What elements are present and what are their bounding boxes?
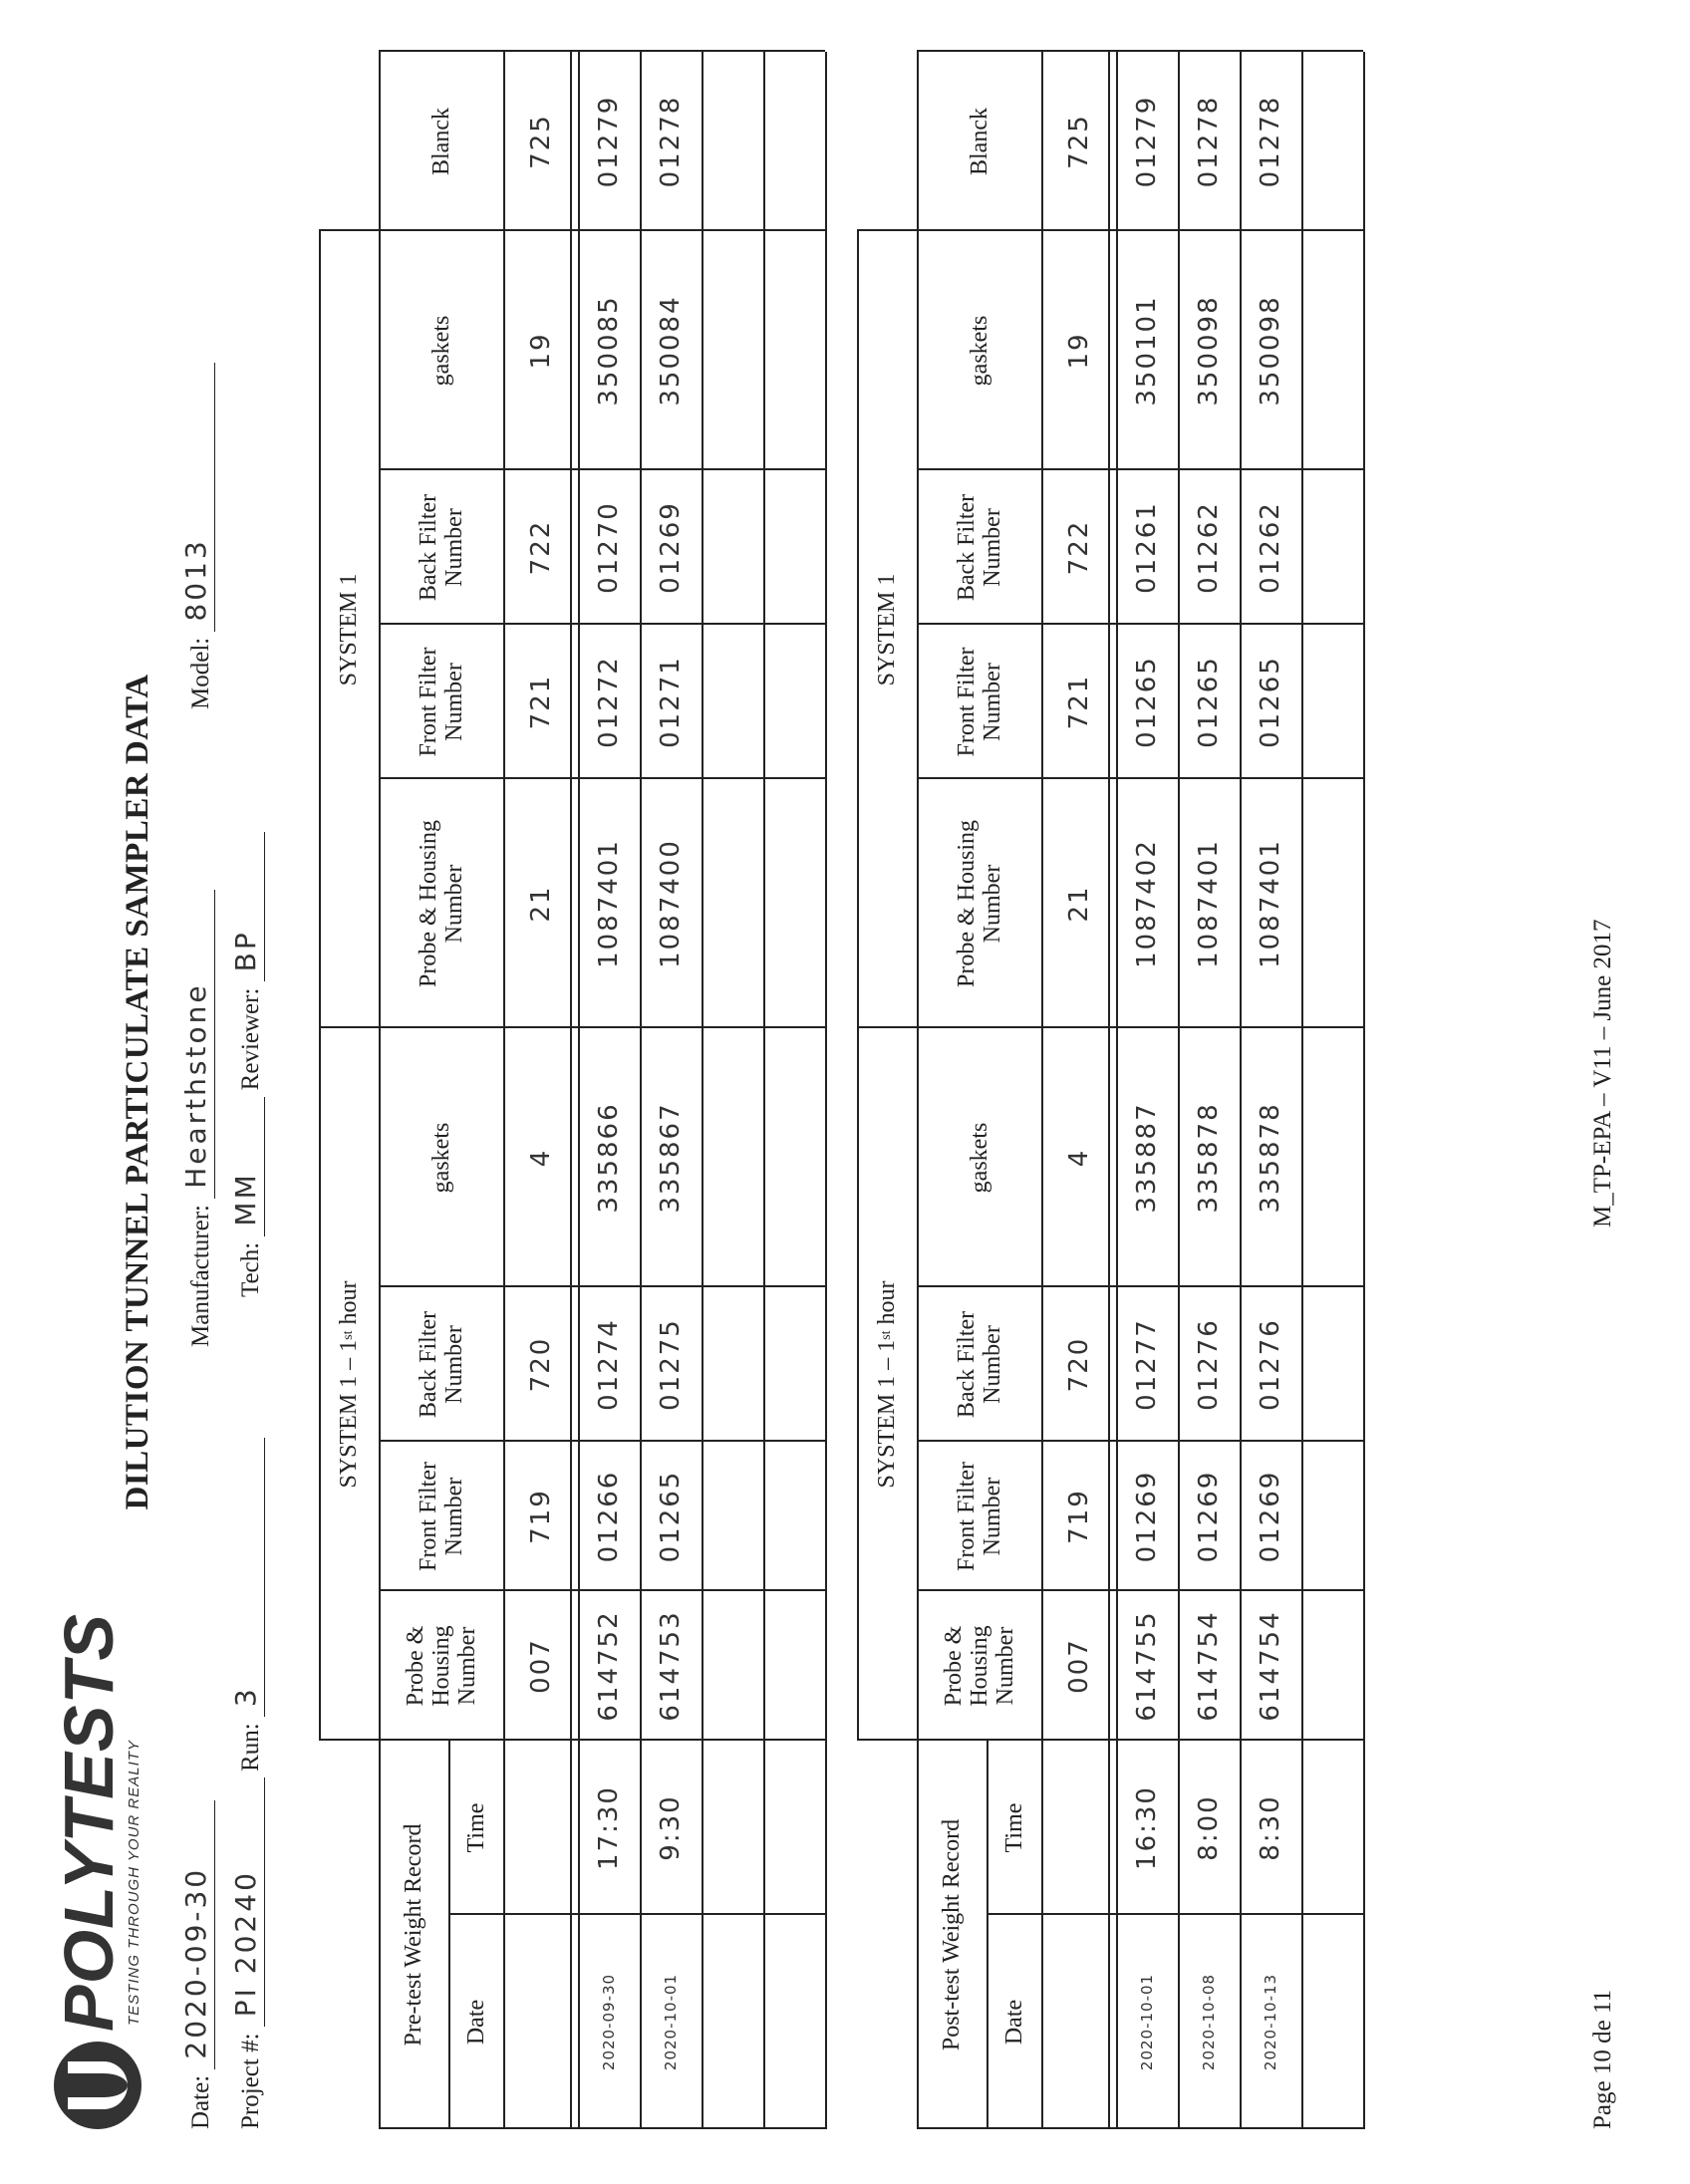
data-cell: 2020-10-08 [1200,1973,1218,2071]
project-label: Project #: [237,2033,264,2129]
group-line [319,229,379,231]
component-id: 19 [1063,332,1094,370]
column-line [917,1739,1363,1741]
page-number: Page 10 de 11 [1589,1989,1616,2129]
data-cell: 1087402 [1132,839,1162,968]
column-header: gaskets [427,315,454,387]
data-cell: 01276 [1194,1318,1224,1411]
data-cell [1301,231,1363,470]
data-cell: 1087401 [1256,839,1285,968]
data-cell [763,779,825,1028]
data-cell [1301,52,1363,231]
data-cell [702,1591,763,1741]
data-cell: 01279 [594,95,624,188]
data-cell [702,1287,763,1442]
column-header: Front Filter Number [953,647,1005,757]
component-id: 720 [525,1336,556,1393]
row-line [1178,52,1180,2129]
row-line [570,52,572,2129]
row-line [1301,52,1303,2129]
reviewer-value: BP [229,930,262,972]
column-header: Time [1000,1802,1027,1853]
data-cell: 350084 [656,295,686,407]
data-cell [1301,1442,1363,1591]
data-cell: 01274 [594,1318,624,1411]
data-cell [1301,1915,1363,2129]
data-cell [763,1915,825,2129]
row-line [448,1741,450,2129]
data-cell: 614755 [1132,1610,1162,1722]
column-line [379,1739,825,1741]
column-header: Date [1000,1999,1027,2046]
data-cell: 1087401 [594,839,624,968]
column-line [379,229,825,231]
system1-group-header: SYSTEM 1 [336,573,362,686]
data-cell: 01262 [1256,501,1285,594]
data-cell: 350085 [594,295,624,407]
data-cell [763,1442,825,1591]
date-label: Date: [187,2074,214,2129]
row-line [1363,52,1365,2129]
data-cell [763,470,825,625]
column-header: Probe & Housing Number [415,820,467,987]
data-cell: 01278 [656,95,686,188]
row-line [1108,52,1110,2129]
data-cell: 01272 [594,656,624,748]
data-cell [1301,1028,1363,1287]
group-header-superscript: st [341,1330,356,1340]
column-line [917,1440,1363,1442]
data-cell: 01265 [1194,656,1224,748]
column-line [917,1026,1363,1028]
data-cell [763,231,825,470]
logo-tagline: TESTING THROUGH YOUR REALITY [126,1740,142,2026]
data-cell: 8:00 [1194,1794,1224,1861]
row-line [503,52,505,2129]
group-line [857,231,859,1741]
data-cell [702,1028,763,1287]
component-id: 007 [525,1638,556,1694]
column-header: gaskets [966,315,992,387]
data-cell: 01270 [594,501,624,594]
component-id: 719 [525,1489,556,1544]
data-cell: 01275 [656,1318,686,1411]
component-id [503,1915,578,2129]
group-line [857,229,917,231]
column-header: Front Filter Number [415,647,467,757]
column-header: Blanck [966,108,992,175]
data-cell: 2020-09-30 [600,1973,618,2071]
component-id: 721 [525,674,556,730]
column-header: Front Filter Number [953,1462,1005,1572]
row-line [578,52,580,2129]
column-header: Back Filter Number [415,1310,467,1419]
data-cell: 01269 [656,501,686,594]
component-id: 725 [525,114,556,169]
data-cell: 335867 [656,1102,686,1214]
column-header: Front Filter Number [415,1462,467,1572]
data-cell: 17:30 [594,1785,624,1870]
data-cell [702,779,763,1028]
record-label: Pre-test Weight Record [401,1823,426,2047]
component-id [1041,1741,1116,1915]
data-cell [763,1287,825,1442]
group-header-label: SYSTEM 1 – 1 [874,1339,900,1489]
row-line [986,1741,988,2129]
logo-name: POLYTESTS [50,1613,128,2032]
data-cell [702,470,763,625]
column-line [917,777,1363,779]
column-line [379,1440,825,1442]
column-line [379,2127,825,2129]
group-line [857,1026,917,1028]
data-cell: 01277 [1132,1318,1162,1411]
group-line [319,1026,379,1028]
column-header: Time [462,1802,489,1853]
data-cell: 8:30 [1256,1794,1285,1861]
column-header: Blanck [427,108,454,175]
data-cell: 01276 [1256,1318,1285,1411]
column-line [379,1285,825,1287]
column-line [917,50,1363,52]
column-header: Date [462,1999,489,2046]
project-value: PI 20240 [229,1870,262,2018]
column-header: gaskets [966,1122,992,1194]
data-cell: 16:30 [1132,1785,1162,1870]
column-header: Probe & Housing Number [940,1625,1018,1707]
component-id: 4 [1063,1148,1094,1168]
column-line [917,1589,1363,1591]
data-cell: 01265 [1132,656,1162,748]
data-cell: 350101 [1132,295,1162,407]
column-line [379,1589,825,1591]
column-line [917,1285,1363,1287]
data-cell [702,52,763,231]
group-line [857,1739,917,1741]
data-cell [1301,625,1363,779]
column-header: Back Filter Number [415,493,467,602]
model-label: Model: [187,637,214,709]
data-cell: 01271 [656,656,686,748]
row-line [1240,52,1242,2129]
data-cell [763,625,825,779]
reviewer-label: Reviewer: [237,987,264,1091]
manufacturer-value: Hearthstone [179,982,212,1189]
column-line [917,468,1363,470]
column-line [379,623,825,625]
group-header-suffix: hour [874,1280,900,1331]
column-header: Probe & Housing Number [402,1625,480,1707]
component-id: 19 [525,332,556,370]
data-cell [702,231,763,470]
data-cell: 335878 [1256,1102,1285,1214]
run-label: Run: [237,1723,264,1772]
column-header: Probe & Housing Number [953,820,1005,987]
data-cell [1301,1741,1363,1915]
row-line [825,52,827,2129]
column-line [379,468,825,470]
data-cell: 350098 [1194,295,1224,407]
column-line [917,623,1363,625]
data-cell: 01269 [1194,1470,1224,1563]
data-cell [1301,1591,1363,1741]
system1-group-header: SYSTEM 1 [874,573,900,686]
data-cell [1301,470,1363,625]
data-cell: 01278 [1256,95,1285,188]
data-cell: 01278 [1194,95,1224,188]
row-line [1116,52,1118,2129]
component-id: 721 [1063,674,1094,730]
component-id [1041,1915,1116,2129]
row-line [640,52,642,2129]
component-id: 719 [1063,1489,1094,1544]
run-value: 3 [229,1686,262,1708]
column-header: Back Filter Number [953,493,1005,602]
data-cell: 01265 [656,1470,686,1563]
document-id: M_TP-EPA – V11 – June 2017 [1589,919,1616,1228]
row-line [379,52,381,2129]
data-cell: 01265 [1256,656,1285,748]
data-cell: 01266 [594,1470,624,1563]
data-cell: 2020-10-01 [1138,1973,1156,2071]
date-value: 2020-09-30 [179,1866,212,2059]
data-cell: 350098 [1256,295,1285,407]
component-id: 21 [525,885,556,923]
component-id: 722 [525,519,556,576]
component-id: 725 [1063,114,1094,169]
column-line [379,777,825,779]
group-header-suffix: hour [336,1280,362,1331]
data-cell: 614752 [594,1610,624,1722]
data-cell: 335866 [594,1102,624,1214]
data-cell [1301,1287,1363,1442]
data-cell [763,1741,825,1915]
component-id: 722 [1063,519,1094,576]
record-label: Post-test Weight Record [939,1818,965,2051]
row-line [702,52,704,2129]
data-cell [763,52,825,231]
data-cell: 335878 [1194,1102,1224,1214]
data-cell: 01269 [1256,1470,1285,1563]
component-id: 007 [1063,1638,1094,1694]
form-title: DILUTION TUNNEL PARTICULATE SAMPLER DATA [120,674,155,1510]
column-line [917,229,1363,231]
data-cell [702,1915,763,2129]
tech-value: MM [229,1172,262,1227]
group-header-label: SYSTEM 1 – 1 [336,1339,362,1489]
data-cell: 335887 [1132,1102,1162,1214]
column-line [379,50,825,52]
data-cell: 2020-10-01 [662,1973,680,2071]
model-value: 8013 [179,538,212,622]
system1-first-hour-group-header [319,1028,379,1741]
column-header: gaskets [427,1122,454,1194]
data-cell: 614754 [1256,1610,1285,1722]
row-line [763,52,765,2129]
system1-first-hour-group-header [857,1028,917,1741]
column-line [379,1026,825,1028]
data-cell: 01261 [1132,501,1162,594]
component-id [503,1741,578,1915]
row-line [917,52,919,2129]
column-header: Back Filter Number [953,1310,1005,1419]
data-cell: 1087400 [656,839,686,968]
data-cell: 2020-10-13 [1262,1973,1279,2071]
column-line [917,2127,1363,2129]
group-line [319,231,321,1741]
row-line [1041,52,1043,2129]
data-cell [702,1442,763,1591]
component-id: 4 [525,1148,556,1168]
data-cell [763,1591,825,1741]
component-id: 21 [1063,885,1094,923]
data-cell [763,1028,825,1287]
tech-label: Tech: [237,1241,264,1297]
manufacturer-label: Manufacturer: [187,1205,214,1347]
data-cell [1301,779,1363,1028]
data-cell [702,625,763,779]
data-cell: 9:30 [656,1794,686,1861]
group-header-superscript: st [879,1330,894,1340]
data-cell: 1087401 [1194,839,1224,968]
data-cell [702,1741,763,1915]
data-cell: 01279 [1132,95,1162,188]
data-cell: 614754 [1194,1610,1224,1722]
data-cell: 01262 [1194,501,1224,594]
group-line [319,1739,379,1741]
data-cell: 01269 [1132,1470,1162,1563]
data-cell: 614753 [656,1610,686,1722]
component-id: 720 [1063,1336,1094,1393]
